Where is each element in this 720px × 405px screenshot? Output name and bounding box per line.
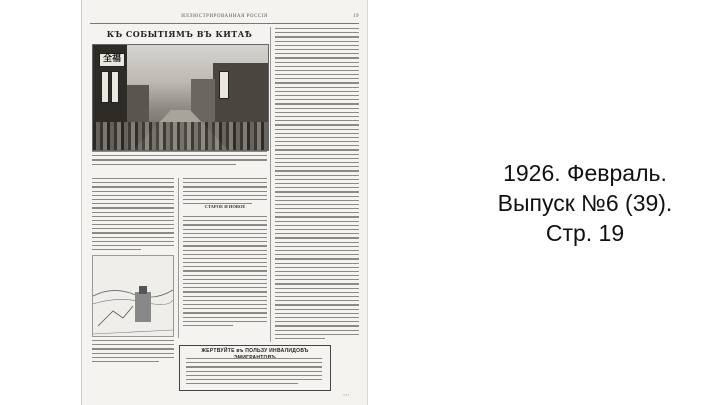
body-column-2 [183,178,267,207]
issue-page: Стр. 19 [545,220,625,246]
magazine-page-scan [81,0,368,405]
sketch-illustration [92,255,174,337]
body-column-3 [275,28,359,342]
street-photo [92,44,269,151]
shop-sign: 全福 [99,53,125,67]
photo-caption [92,151,267,171]
issue-info [470,158,700,248]
section-heading: СТАРОЕ И НОВОЕ [204,204,246,209]
appeal-box [179,345,331,391]
page-number: 19 [353,14,359,19]
running-head [90,14,359,22]
running-head-title: ИЛЛЮСТРИРОВАННАЯ РОССIЯ [181,14,268,19]
scan-footer-mark: ▪ ▪ ▪ [343,393,349,397]
appeal-title: ЖЕРТВУЙТЕ въ ПОЛЬЗУ ИНВАЛИДОВЪ [201,348,309,354]
issue-number: Выпуск №6 (39). [497,190,673,216]
article-title: КЪ СОБЫТIЯМЪ ВЪ КИТАѢ [106,29,253,39]
issue-date: 1926. Февраль. [503,160,667,186]
header-rule [90,23,359,24]
body-column-1 [92,178,174,253]
